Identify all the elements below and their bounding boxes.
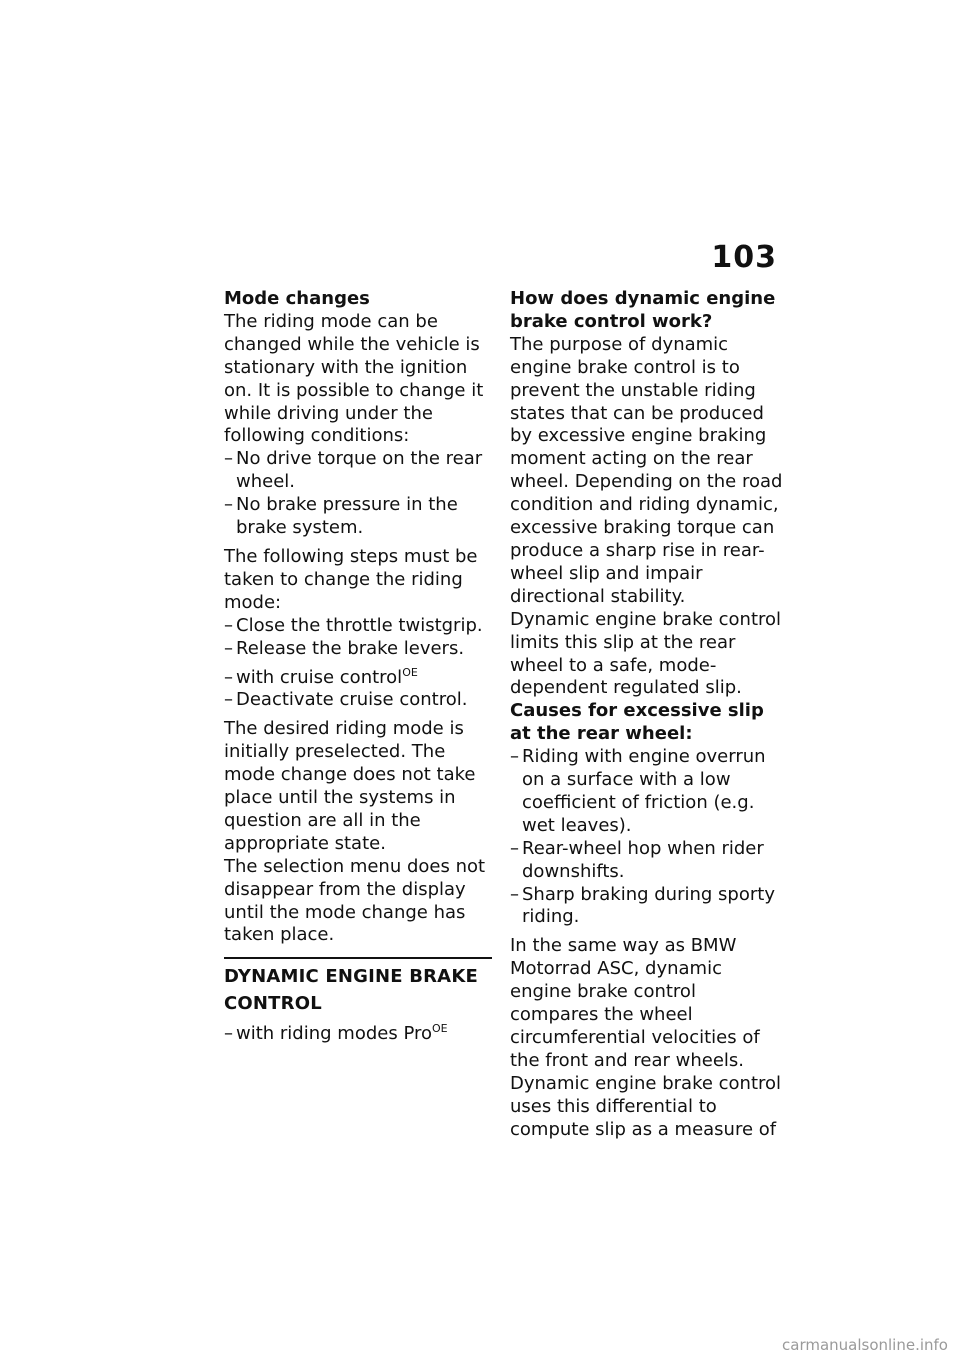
section-divider xyxy=(224,957,492,959)
list-item: – Riding with engine overrun on a surface with a low coefficient of friction (e.g. wet leaves). xyxy=(510,746,766,836)
list-item: – No brake pressure in the brake system. xyxy=(224,494,458,539)
causes-heading: Causes for excessive slip at the rear wheel: xyxy=(510,700,764,745)
driving-conditions-list xyxy=(224,448,496,540)
dash-marker: – xyxy=(224,1023,233,1045)
how-it-works-heading: How does dynamic engine brake control work? xyxy=(510,288,776,332)
list-item: – Release the brake levers. xyxy=(224,637,465,659)
selection-menu-paragraph: The selection menu does not disappear from the display until the mode change has taken place. xyxy=(224,855,486,946)
mode-changes-paragraph: The riding mode can be changed while the vehicle is stationary with the ignition on. It is possible to change it while driving under the following conditions: xyxy=(224,310,484,447)
dash-marker: – xyxy=(224,494,233,516)
left-column xyxy=(224,288,496,1046)
preselection-paragraph: The desired riding mode is initially preselected. The mode change does not take place until the systems in question are all in the appropriate state. xyxy=(224,718,476,854)
asc-comparison-paragraph: In the same way as BMW Motorrad ASC, dynamic engine brake control compares the wheel circumferential velocities of the front and rear wheels. Dynamic engine brake control uses this differential to compute slip as a measure of xyxy=(510,935,782,1140)
watermark-footer: carmanualsonline.info xyxy=(782,1336,948,1354)
list-item: – No drive torque on the rear wheel. xyxy=(224,448,483,493)
section-title: DYNAMIC ENGINE BRAKE CONTROL xyxy=(224,966,478,1015)
list-item: – Close the throttle twistgrip. xyxy=(224,614,483,636)
purpose-paragraph: The purpose of dynamic engine brake control is to prevent the unstable riding states that can be produced by excessive engine braking moment acting on the rear wheel. Depending on the road condition and riding dynamic, excessive braking torque can produce a sharp rise in rear-wheel slip and impair directional stability. xyxy=(510,333,783,607)
cruise-steps-list xyxy=(224,689,496,712)
dash-marker: – xyxy=(224,448,233,470)
list-item: – Sharp braking during sporty riding. xyxy=(510,883,775,928)
steps-list xyxy=(224,615,496,661)
list-item: – Deactivate cruise control. xyxy=(224,689,468,711)
list-item: – Rear-wheel hop when rider downshifts. xyxy=(510,837,764,882)
causes-list xyxy=(510,746,785,929)
dash-marker: – xyxy=(224,614,233,636)
oe-superscript: OE xyxy=(432,1022,448,1036)
cruise-control-condition: – with cruise control$^{OE}$ xyxy=(224,665,418,688)
steps-paragraph: The following steps must be taken to change the riding mode: xyxy=(224,545,478,613)
dash-marker: – xyxy=(224,689,233,711)
right-column xyxy=(510,288,785,1142)
dash-marker: – xyxy=(510,746,519,768)
dash-marker: – xyxy=(224,637,233,659)
dash-marker: – xyxy=(510,837,519,859)
dash-marker: – xyxy=(224,666,233,688)
page-number: 103 xyxy=(711,240,777,275)
slip-limit-paragraph: Dynamic engine brake control limits this slip at the rear wheel to a safe, mode-dependent regulated slip. xyxy=(510,608,782,699)
mode-changes-heading: Mode changes xyxy=(224,288,370,309)
riding-modes-pro-condition: – with riding modes Pro$^{OE}$ xyxy=(224,1022,448,1045)
dash-marker: – xyxy=(510,883,519,905)
oe-superscript: OE xyxy=(402,665,418,679)
